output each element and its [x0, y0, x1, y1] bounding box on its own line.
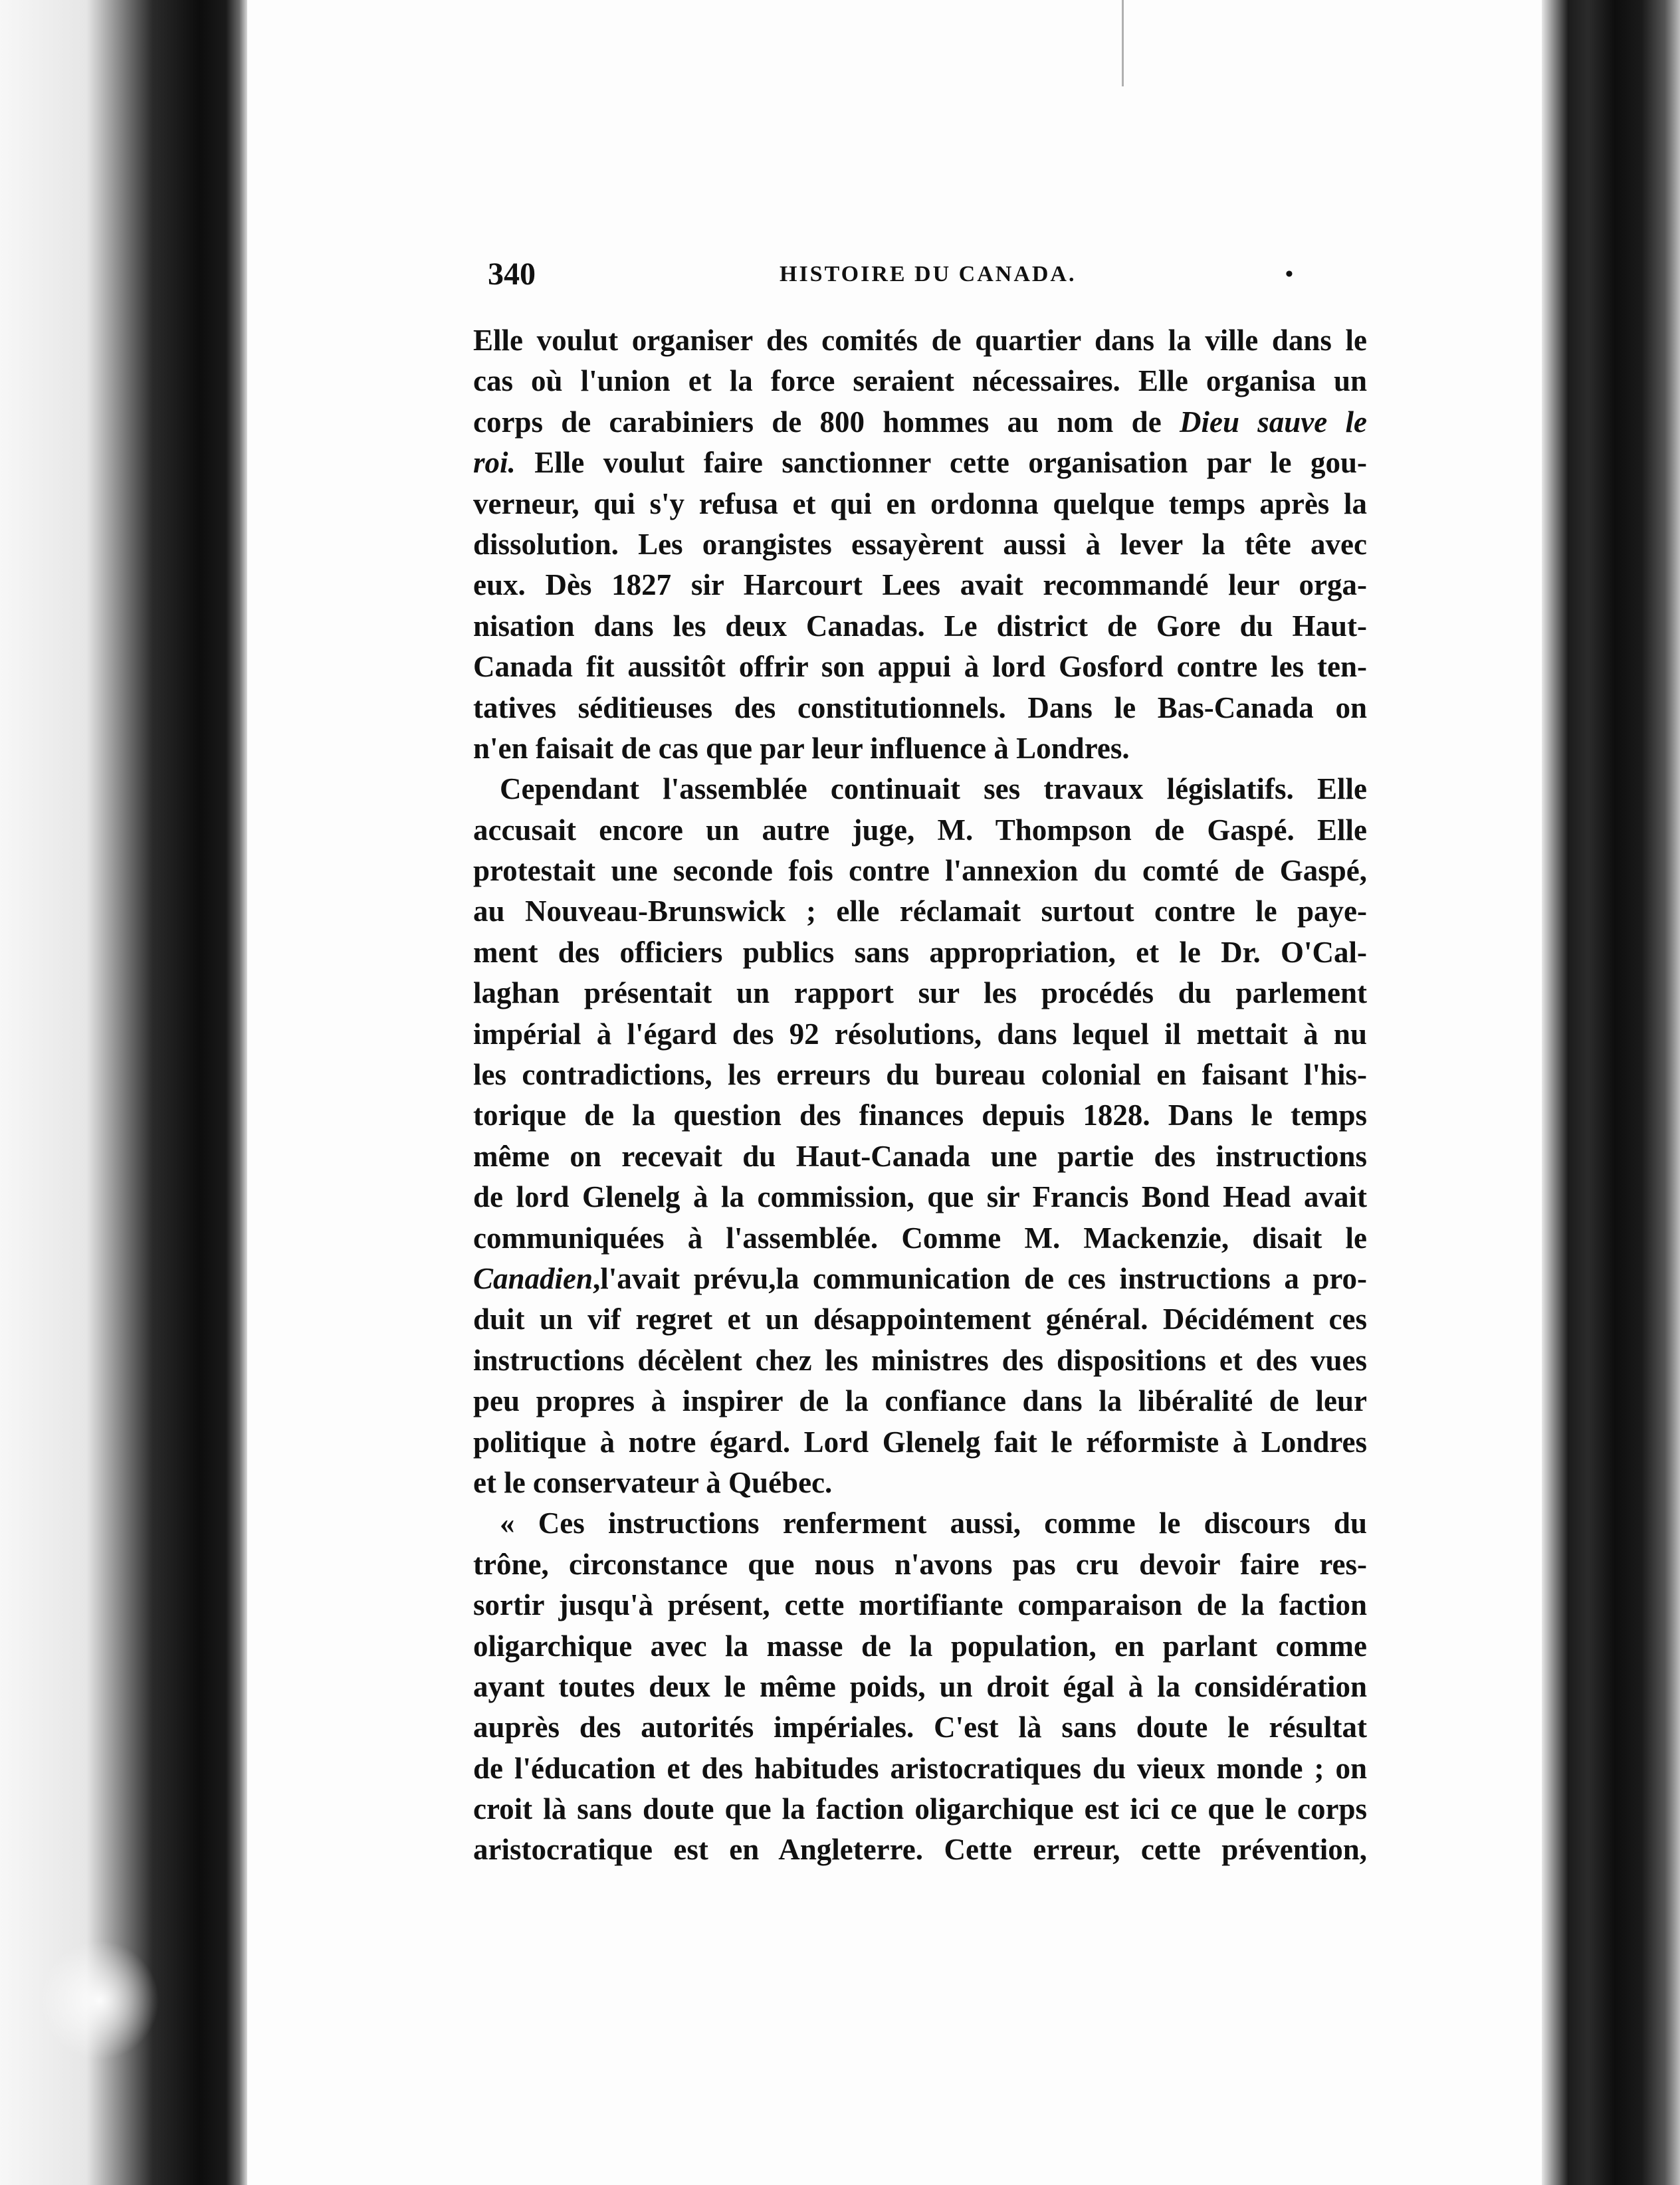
text-line: auprès des autorités impériales. C'est là sans doute le résultat [473, 1711, 1367, 1744]
text-line: Canada fit aussitôt offrir son appui à lord Gosford contre les ten- [473, 650, 1367, 684]
header-mark: • [1285, 262, 1293, 286]
text-line: ment des officiers publics sans appropriation, et le Dr. O'Cal- [473, 935, 1367, 969]
text-line: peu propres à inspirer de la confiance dans la libéralité de leur [473, 1384, 1367, 1418]
text-line: oligarchique avec la masse de la population, en parlant comme [473, 1629, 1367, 1663]
text-line: torique de la question des finances depuis 1828. Dans le temps [473, 1098, 1367, 1132]
text-line: aristocratique est en Angleterre. Cette erreur, cette prévention, [473, 1833, 1367, 1867]
text-line: Cependant l'assemblée continuait ses travaux législatifs. Elle [500, 772, 1367, 806]
text-line: eux. Dès 1827 sir Harcourt Lees avait recommandé leur orga- [473, 568, 1367, 602]
text-line: sortir jusqu'à présent, cette mortifiante comparaison de la faction [473, 1588, 1367, 1622]
text-line: communiquées à l'assemblée. Comme M. Mackenzie, disait le [473, 1221, 1367, 1255]
text-line: et le conservateur à Québec. [473, 1465, 833, 1499]
body-text [473, 320, 1367, 1871]
text-line: duit un vif regret et un désappointement général. Décidément ces [473, 1302, 1367, 1336]
text-line: instructions décèlent chez les ministres des dispositions et des vues [473, 1343, 1367, 1377]
text-line: roi. Elle voulut faire sanctionner cette organisation par le gou- [473, 446, 1367, 480]
scan-border-right [1542, 0, 1680, 2185]
running-title: HISTOIRE DU CANADA. [780, 262, 1077, 286]
text-line: impérial à l'égard des 92 résolutions, dans lequel il mettait à nu [473, 1017, 1367, 1051]
text-line: n'en faisait de cas que par leur influence à Londres. [473, 731, 1130, 765]
text-line: les contradictions, les erreurs du bureau colonial en faisant l'his- [473, 1058, 1367, 1092]
text-line: « Ces instructions renferment aussi, comme le discours du [500, 1507, 1367, 1540]
text-line: nisation dans les deux Canadas. Le district de Gore du Haut- [473, 609, 1367, 643]
text-line: même on recevait du Haut-Canada une partie des instructions [473, 1139, 1367, 1173]
scan-gutter-line [1122, 0, 1124, 86]
text-line: trône, circonstance que nous n'avons pas cru devoir faire res- [473, 1547, 1367, 1581]
text-line: politique à notre égard. Lord Glenelg fait le réformiste à Londres [473, 1425, 1367, 1459]
text-line: croit là sans doute que la faction oligarchique est ici ce que le corps [473, 1792, 1367, 1826]
text-line: tatives séditieuses des constitutionnels. Dans le Bas-Canada on [473, 690, 1367, 724]
text-line: verneur, qui s'y refusa et qui en ordonna quelque temps après la [473, 486, 1367, 520]
text-line: corps de carabiniers de 800 hommes au nom de Dieu sauve le [473, 405, 1367, 439]
text-line: accusait encore un autre juge, M. Thompson de Gaspé. Elle [473, 813, 1367, 847]
text-line: de l'éducation et des habitudes aristocratiques du vieux monde ; on [473, 1751, 1367, 1785]
text-line: de lord Glenelg à la commission, que sir Francis Bond Head avait [473, 1180, 1367, 1214]
text-line: cas où l'union et la force seraient nécessaires. Elle organisa un [473, 364, 1367, 398]
text-line: laghan présentait un rapport sur les procédés du parlement [473, 976, 1367, 1010]
text-line: ayant toutes deux le même poids, un droit égal à la considération [473, 1669, 1367, 1703]
page-number: 340 [488, 257, 536, 292]
scan-light-spot [40, 1940, 159, 2060]
text-line: protestait une seconde fois contre l'annexion du comté de Gaspé, [473, 854, 1367, 888]
text-line: dissolution. Les orangistes essayèrent aussi à lever la tête avec [473, 527, 1367, 561]
running-head [488, 251, 1382, 298]
text-line: au Nouveau-Brunswick ; elle réclamait surtout contre le paye- [473, 894, 1367, 928]
text-line: Canadien,l'avait prévu,la communication de ces instructions a pro- [473, 1261, 1367, 1295]
scan-border-left [0, 0, 247, 2185]
text-line: Elle voulut organiser des comités de quartier dans la ville dans le [473, 324, 1367, 357]
